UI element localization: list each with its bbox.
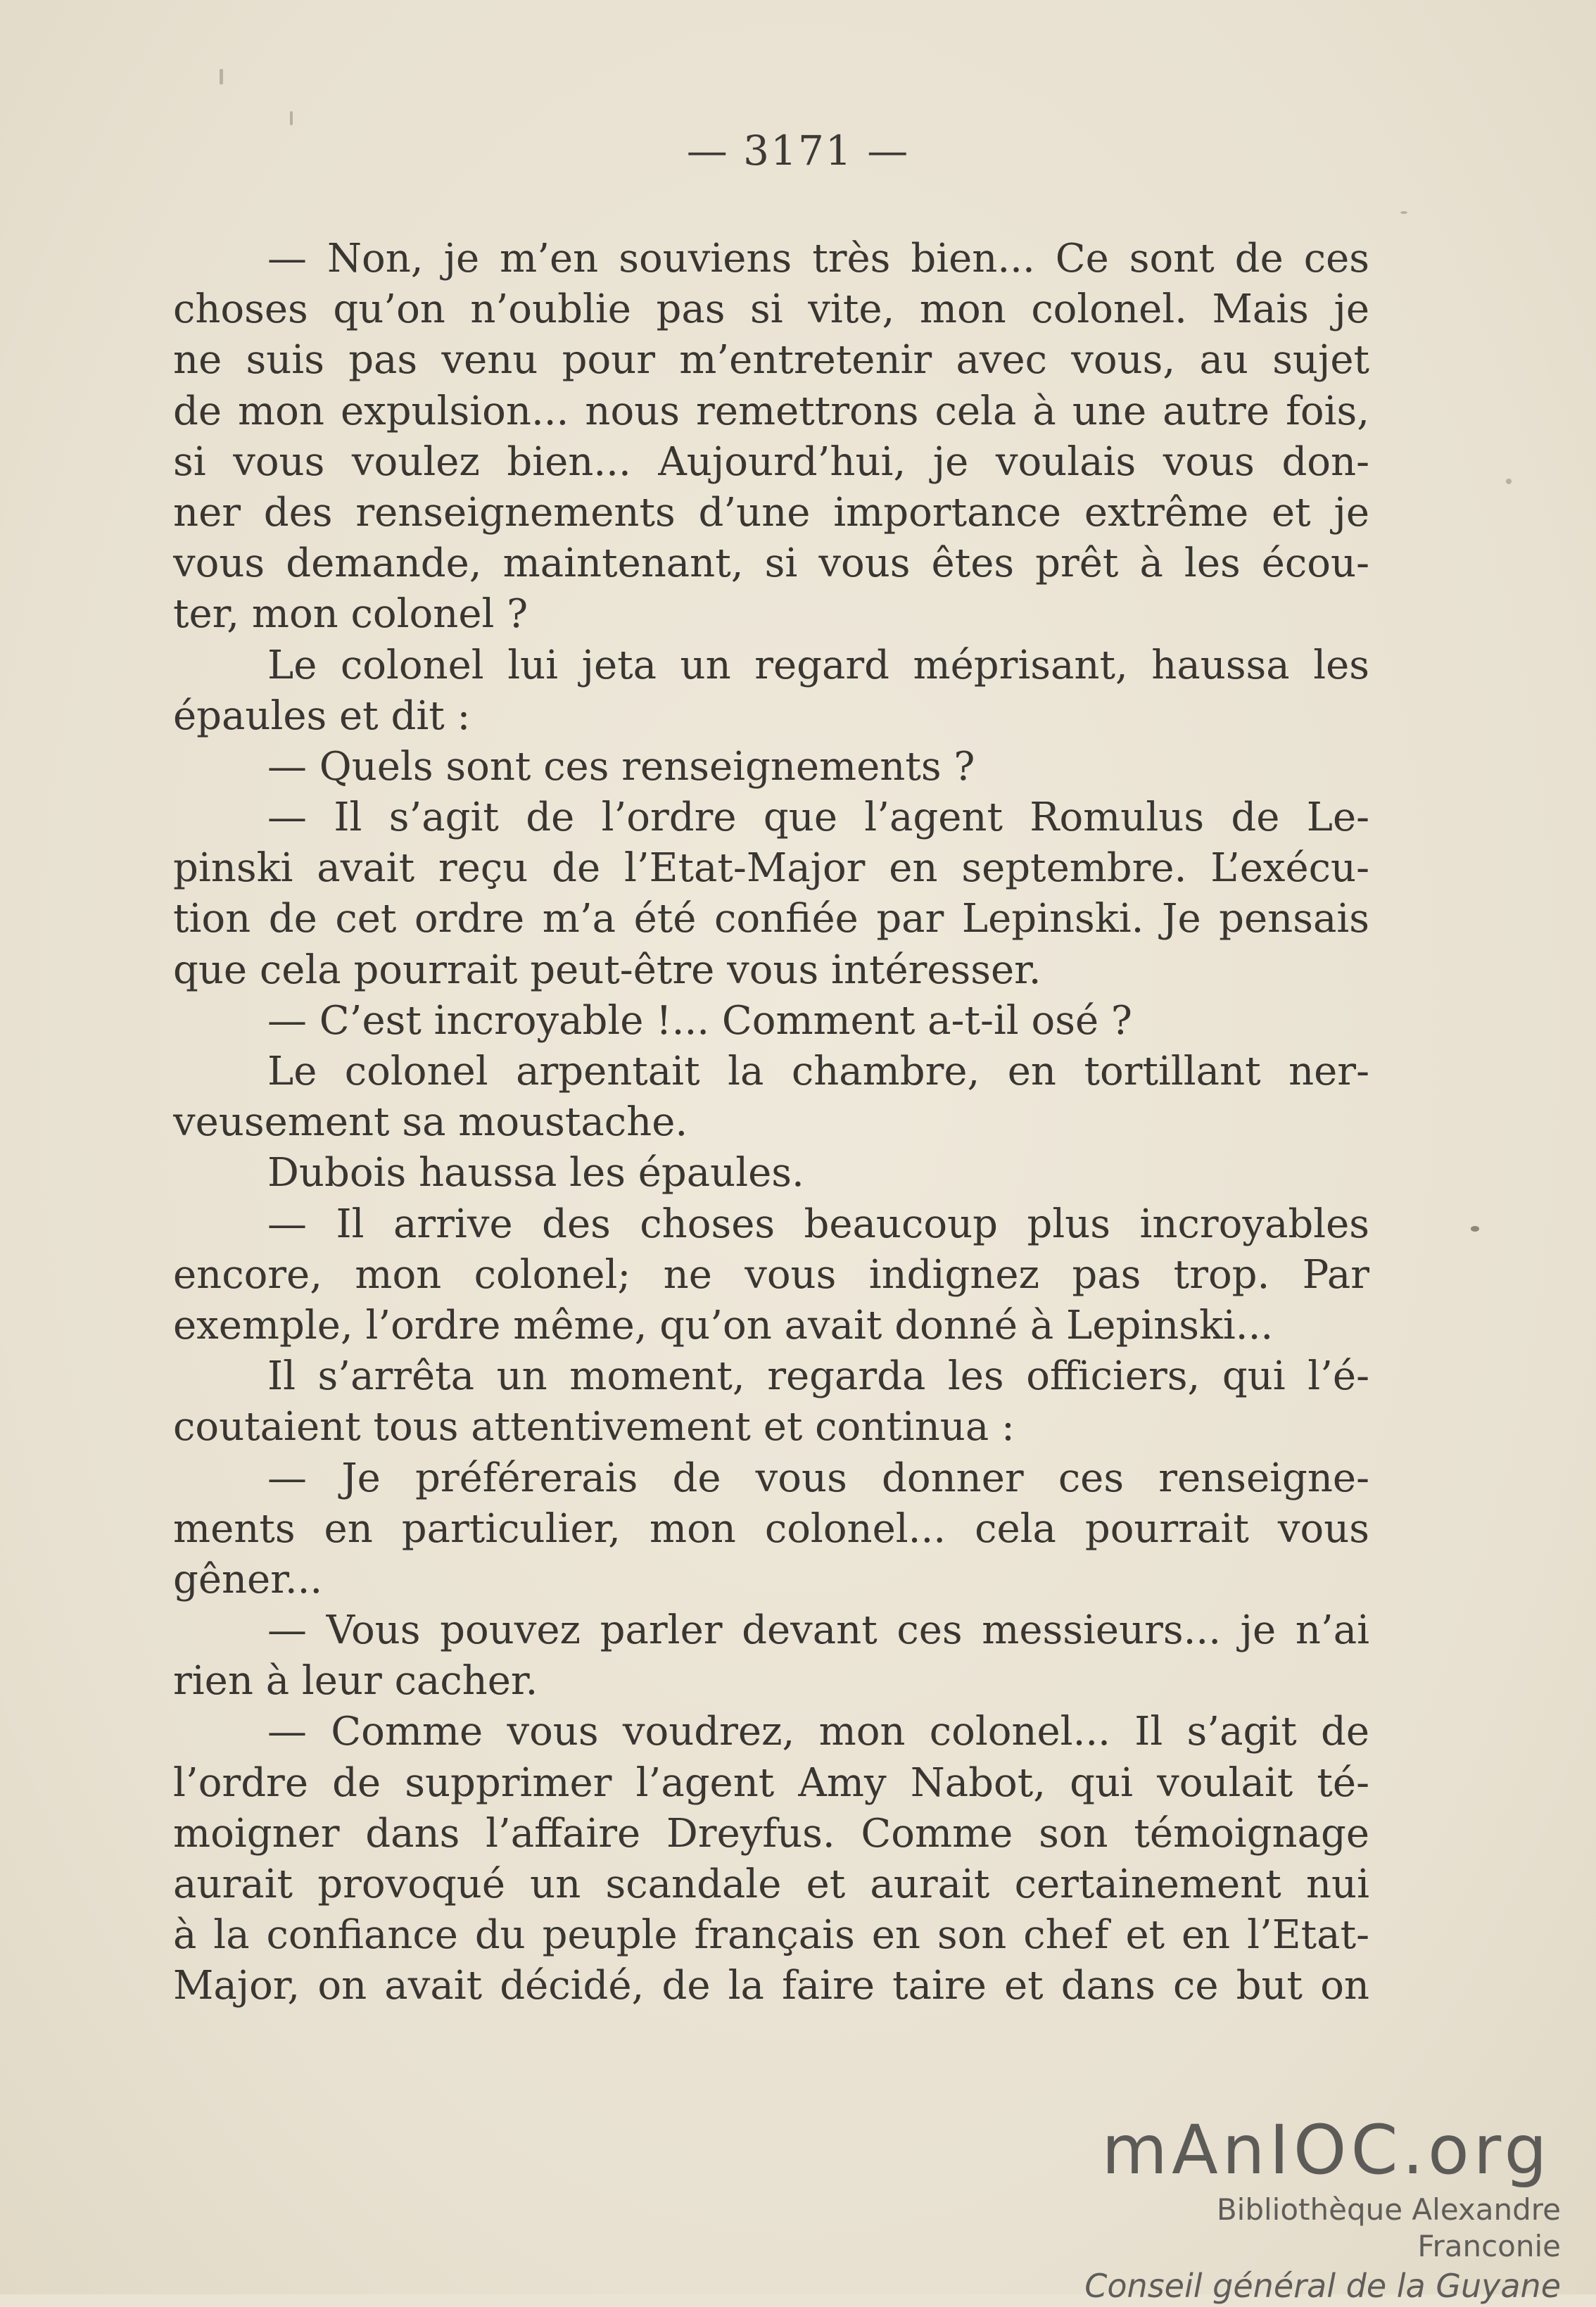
text-line: vous demande, maintenant, si vous êtes prêt à les écou- bbox=[173, 541, 1369, 587]
page-number: — 3171 — bbox=[686, 127, 910, 175]
text-line: ter, mon colonel ? bbox=[173, 591, 528, 638]
text-line: l’ordre de supprimer l’agent Amy Nabot, qui voulait té- bbox=[173, 1759, 1369, 1806]
text-line: Major, on avait décidé, de la faire taire et dans ce but on bbox=[173, 1963, 1369, 2009]
text-line: gêner... bbox=[173, 1556, 323, 1603]
paper-speck bbox=[1506, 479, 1512, 484]
text-line: ments en particulier, mon colonel... cela pourrait vous bbox=[173, 1505, 1369, 1552]
text-line: de mon expulsion... nous remettrons cela à une autre fois, bbox=[173, 388, 1369, 434]
text-line: pinski avait reçu de l’Etat-Major en septembre. L’exécu- bbox=[173, 845, 1369, 892]
text-line: moigner dans l’affaire Dreyfus. Comme son témoignage bbox=[173, 1810, 1369, 1857]
text-line: ner des renseignements d’une importance extrême et je bbox=[173, 489, 1369, 536]
text-line: rien à leur cacher. bbox=[173, 1658, 538, 1705]
text-line: — C’est incroyable !... Comment a-t-il osé ? bbox=[267, 997, 1132, 1044]
text-line: — Comme vous voudrez, mon colonel... Il s’agit de bbox=[267, 1709, 1369, 1755]
paper-speck bbox=[220, 69, 223, 84]
paper-speck bbox=[1400, 211, 1407, 214]
logo-title: mAnIOC.org bbox=[1101, 2111, 1552, 2189]
text-line: exemple, l’ordre même, qu’on avait donné à Lepinski... bbox=[173, 1302, 1274, 1348]
paper-speck bbox=[290, 111, 293, 125]
text-line: aurait provoqué un scandale et aurait certainement nui bbox=[173, 1862, 1369, 1907]
text-line: Dubois haussa les épaules. bbox=[267, 1150, 804, 1196]
text-line: épaules et dit : bbox=[173, 693, 471, 739]
text-line: Le colonel arpentait la chambre, en tortillant ner- bbox=[267, 1049, 1369, 1094]
text-line: choses qu’on n’oublie pas si vite, mon colonel. Mais je bbox=[173, 286, 1369, 333]
text-line: tion de cet ordre m’a été confiée par Lepinski. Je pensais bbox=[173, 896, 1369, 942]
text-line: — Je préférerais de vous donner ces renseigne- bbox=[267, 1455, 1369, 1501]
text-line: encore, mon colonel; ne vous indignez pas trop. Par bbox=[173, 1251, 1369, 1298]
text-line: — Vous pouvez parler devant ces messieurs... je n’ai bbox=[267, 1607, 1369, 1654]
text-line: Le colonel lui jeta un regard méprisant, haussa les bbox=[267, 642, 1369, 688]
text-line: veusement sa moustache. bbox=[173, 1099, 688, 1146]
text-line: Il s’arrêta un moment, regarda les officiers, qui l’é- bbox=[267, 1353, 1369, 1400]
text-line: — Il s’agit de l’ordre que l’agent Romulus de Le- bbox=[267, 795, 1369, 841]
text-line: si vous voulez bien... Aujourd’hui, je voulais vous don- bbox=[173, 438, 1369, 485]
text-line: — Non, je m’en souviens très bien... Ce sont de ces bbox=[267, 236, 1369, 282]
text-line: — Quels sont ces renseignements ? bbox=[267, 743, 975, 790]
logo-council-name: Conseil général de la Guyane bbox=[1084, 2267, 1561, 2305]
logo-library-name: Bibliothèque Alexandre Franconie bbox=[1216, 2192, 1561, 2263]
text-line: coutaient tous attentivement et continua : bbox=[173, 1404, 1015, 1450]
manioc-logo bbox=[1084, 2111, 1569, 2307]
text-line: que cela pourrait peut-être vous intéresser. bbox=[173, 947, 1041, 993]
text-line: — Il arrive des choses beaucoup plus incroyables bbox=[267, 1201, 1369, 1247]
text-line: ne suis pas venu pour m’entretenir avec vous, au sujet bbox=[173, 337, 1369, 384]
paper-speck bbox=[1471, 1226, 1479, 1232]
body-text bbox=[173, 234, 1369, 2012]
text-line: à la confiance du peuple français en son chef et en l’Etat- bbox=[173, 1912, 1369, 1959]
